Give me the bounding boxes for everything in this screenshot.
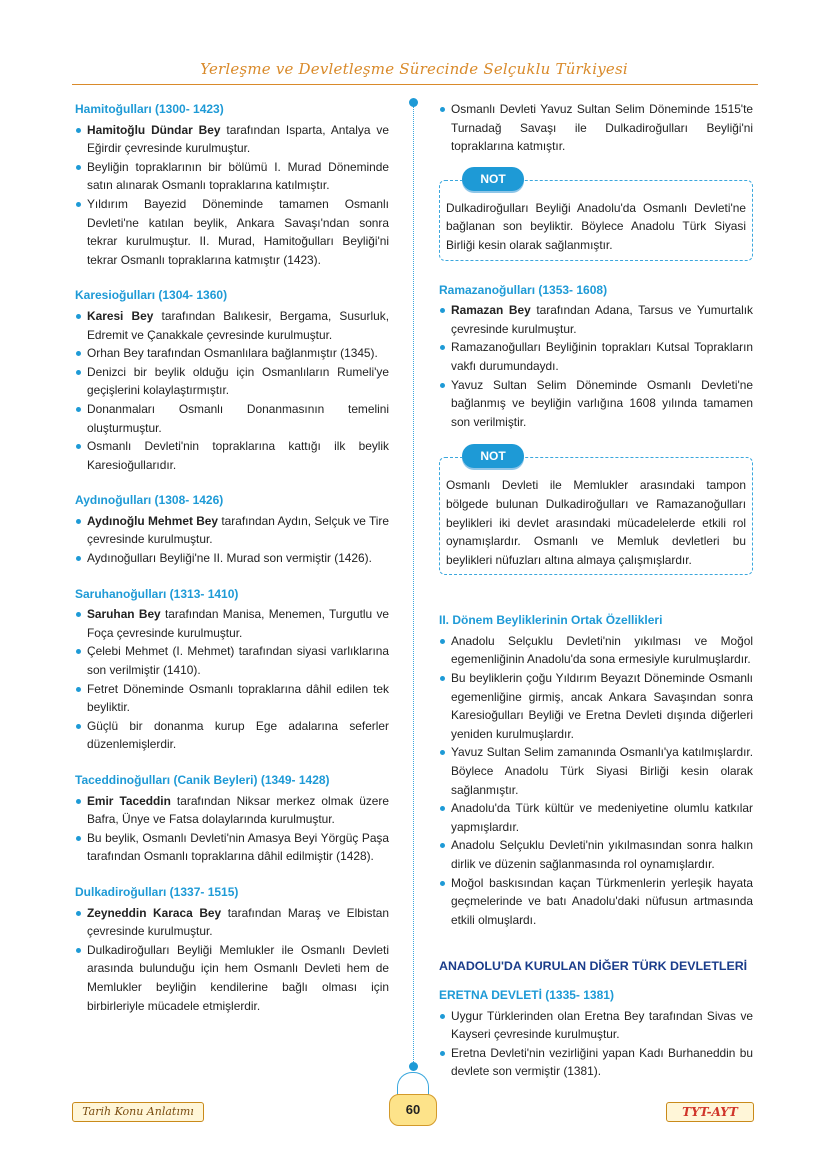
item-text: tarafından Maraş ve Elbistan çevresinde kurulmuştur. [87, 905, 389, 939]
list-item [439, 338, 753, 375]
page-number: 60 [389, 1094, 437, 1126]
section-ramazanogullari [439, 281, 753, 432]
item-text: Denizci bir beylik olduğu için Osmanlıların Rumeli'ye geçişlerini kolaylaştırmıştır. [87, 364, 389, 398]
list-item [75, 717, 389, 754]
item-text: Anadolu Selçuklu Devleti'nin yıkılmasından sonra halkın dirlik ve düzenin sağlanmasında rol oynamışlardır. [451, 838, 753, 871]
item-text: tarafından Balıkesir, Bergama, Susurluk, Edremit ve Çanakkale çevresinde kurulmuştur. [87, 308, 389, 342]
item-text: Bu beylik, Osmanlı Devleti'nin Amasya Beyi Yörgüç Paşa tarafından Osmanlı topraklarına dâhil edilmiştir (1428). [87, 830, 389, 864]
item-text: Moğol baskısından kaçan Türkmenlerin yerleşik hayata geçmelerinde ve batı Anadolu'daki nüfusun artmasında etkili olmuşlardı. [451, 875, 753, 927]
list-item [75, 680, 389, 717]
list-item [439, 669, 753, 743]
section-taceddinogullari [75, 771, 389, 866]
section-title: Hamitoğulları (1300- 1423) [75, 102, 224, 116]
list-item [439, 376, 753, 432]
item-text: Yavuz Sultan Selim zamanında Osmanlı'ya katılmışlardır. Böylece Anadolu Türk Siyasi Birliği kesin olarak sağlanmıştır. [451, 745, 753, 797]
item-text: Osmanlı Devleti'nin topraklarına kattığı ilk beylik Karesioğullarıdır. [87, 439, 389, 472]
divider-bottom-dot [409, 1062, 418, 1071]
list-item [439, 1007, 753, 1044]
item-text: Bu beyliklerin çoğu Yıldırım Beyazıt Döneminde Osmanlı egemenliğine girmiş, ancak Ankara Savaşından sonra Karesioğulları Beyliği ve Eretna Devleti dışında diğerleri yeniden kurulmuşlardır. [451, 671, 753, 741]
item-text: Aydınoğulları Beyliği'ne II. Murad son vermiştir (1426). [87, 551, 372, 566]
divider-top-dot [409, 98, 418, 107]
section-title: Ramazanoğulları (1353- 1608) [439, 282, 608, 297]
list-item [75, 904, 389, 941]
list-item [75, 792, 389, 829]
list-item [439, 836, 753, 873]
item-text: Fetret Döneminde Osmanlı topraklarına dâhil edilen tek beyliktir. [87, 681, 389, 715]
list-item [75, 512, 389, 549]
item-bold: Ramazan Bey [451, 303, 531, 318]
list-item [75, 307, 389, 344]
section-title: Aydınoğulları (1308- 1426) [75, 493, 224, 508]
list-item [439, 743, 753, 799]
list-item [75, 344, 389, 363]
list-item [439, 301, 753, 338]
section-hamitogullari [75, 100, 389, 269]
footer-arc-decoration [397, 1072, 429, 1095]
left-column [75, 100, 389, 1032]
item-text: Anadolu'da Türk kültür ve medeniyetine olumlu katkılar yapmışlardır. [451, 801, 753, 834]
item-text: Dulkadiroğulları Beyliği Memlukler ile Osmanlı Devleti arasında bulunduğu için hem Osmanlı Devleti hem de Memlukler beyliğin kendilerine bağlı olması için birbirleriyle mücadele etmişlerdir. [87, 942, 389, 1013]
section-title: Taceddinoğulları (Canik Beyleri) (1349- 1428) [75, 773, 330, 787]
list-item [75, 437, 389, 474]
item-text: Yıldırım Bayezid Döneminde tamamen Osmanlı Devleti'ne katılan beylik, Ankara Savaşı'ndan sonra tekrar kurulmuştur. II. Murad, Hamitoğulları Beyliği'ni tekrar Osmanlı topraklarına katmıştır (1423). [87, 196, 389, 267]
list-item [439, 1044, 753, 1081]
item-text: Ramazanoğulları Beyliğinin toprakları Kutsal Toprakların vakfı durumundaydı. [451, 340, 753, 373]
item-bold: Emir Taceddin [87, 793, 171, 808]
section-title: Dulkadiroğulları (1337- 1515) [75, 884, 239, 899]
item-text: tarafından Adana, Tarsus ve Yumurtalık çevresinde kurulmuştur. [451, 303, 753, 336]
item-bold: Zeyneddin Karaca Bey [87, 905, 222, 920]
section-common-features [439, 611, 753, 929]
note-text: Osmanlı Devleti ile Memlukler arasındaki tampon bölgede bulunan Dulkadiroğulları ve Ramazanoğulları beylikleri iki devlet arasındaki mücadelelerde etkili rol oynamışlardır. Osmanlı ve Memluk devletleri bu beylikleri nüfuzları altına almaya çalışmışlardır. [446, 478, 746, 567]
column-divider [413, 106, 414, 1066]
other-states-title: ANADOLU'DA KURULAN DİĞER TÜRK DEVLETLERİ [439, 959, 748, 974]
item-text: Uygur Türklerinden olan Eretna Bey tarafından Sivas ve Kayseri çevresinde kurulmuştur. [451, 1008, 753, 1042]
note-badge: NOT [462, 444, 524, 468]
item-text: Beyliğin topraklarının bir bölümü I. Murad Döneminde satın alınarak Osmanlı topraklarına katılmıştır. [87, 159, 389, 193]
item-text: Eretna Devleti'nin vezirliğini yapan Kadı Burhaneddin bu devlete son vermiştir (1381). [451, 1045, 753, 1079]
list-item [75, 549, 389, 568]
list-item [75, 605, 389, 642]
footer-book-label: Tarih Konu Anlatımı [72, 1102, 204, 1122]
footer-exam-label: TYT-AYT [666, 1102, 754, 1122]
list-item [75, 941, 389, 1015]
item-text: Çelebi Mehmet (I. Mehmet) tarafından siyasi varlıklarına son verilmiştir (1410). [87, 644, 389, 678]
note-box [439, 449, 753, 575]
list-item [75, 829, 389, 866]
item-text: tarafından Niksar merkez olmak üzere Bafra, Ünye ve Fatsa dolaylarında kurulmuştur. [87, 793, 389, 827]
section-title: Saruhanoğulları (1313- 1410) [75, 586, 239, 601]
item-text: Donanmaları Osmanlı Donanmasının temelini oluşturmuştur. [87, 401, 389, 435]
section-title: ERETNA DEVLETİ (1335- 1381) [439, 987, 614, 1002]
section-aydinogullari [75, 491, 389, 567]
right-column [439, 100, 753, 1098]
list-item [75, 121, 389, 158]
note-text: Dulkadiroğulları Beyliği Anadolu'da Osmanlı Devleti'ne bağlanan son beyliktir. Böylece Anadolu Türk Siyasi Birliği kesin olarak sağlanmıştır. [446, 200, 746, 252]
item-text: tarafından Aydın, Selçuk ve Tire çevresinde kurulmuştur. [87, 513, 390, 547]
item-bold: Saruhan Bey [87, 607, 161, 622]
section-dulkadirogullari [75, 883, 389, 1015]
note-badge: NOT [462, 167, 524, 191]
item-text: Yavuz Sultan Selim Döneminde Osmanlı Devleti'ne bağlanmış ve beyliğin varlığına 1608 yılında tamamen son verilmiştir. [451, 377, 753, 429]
item-bold: Aydınoğlu Mehmet Bey [87, 513, 219, 528]
list-item [439, 100, 753, 156]
list-item [75, 400, 389, 437]
list-item [75, 158, 389, 195]
section-title: II. Dönem Beyliklerinin Ortak Özellikleri [439, 613, 663, 628]
list-item [75, 363, 389, 400]
list-item [75, 642, 389, 679]
section-karesiogullari [75, 286, 389, 474]
item-text: tarafından Isparta, Antalya ve Eğirdir çevresinde kurulmuştur. [87, 122, 389, 156]
section-eretna [439, 986, 753, 1081]
item-text: tarafından Manisa, Menemen, Turgutlu ve Foça çevresinde kurulmuştur. [87, 607, 389, 640]
section-title: Karesioğulları (1304- 1360) [75, 288, 228, 303]
list-item [75, 195, 389, 269]
list-item [439, 874, 753, 930]
list-item [439, 799, 753, 836]
header-divider [72, 84, 758, 85]
item-bold: Hamitoğlu Dündar Bey [87, 122, 221, 137]
section-saruhanogullari [75, 585, 389, 754]
page-header-title: Yerleşme ve Devletleşme Sürecinde Selçuklu Türkiyesi [200, 60, 628, 78]
item-bold: Karesi Bey [87, 308, 154, 323]
item-text: Anadolu Selçuklu Devleti'nin yıkılması ve Moğol egemenliğinin Anadolu'da sona ermesiyle kurulmuşlardır. [451, 633, 753, 667]
list-item [439, 632, 753, 669]
item-text: Güçlü bir donanma kurup Ege adalarına seferler düzenlemişlerdir. [87, 718, 389, 752]
item-text: Orhan Bey tarafından Osmanlılara bağlanmıştır (1345). [87, 346, 378, 361]
note-box [439, 171, 753, 261]
item-text: Osmanlı Devleti Yavuz Sultan Selim Döneminde 1515'te Turnadağ Savaşı ile Dulkadiroğulları Beyliği'ni topraklarına katmıştır. [451, 102, 753, 154]
